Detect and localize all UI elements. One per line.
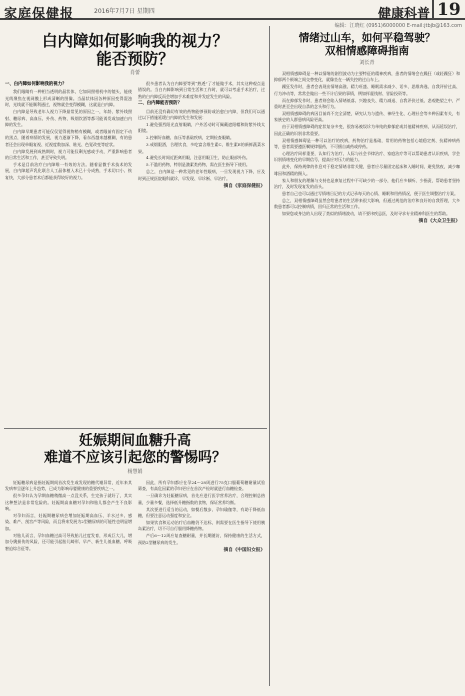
paragraph: 其次要进行适当的运动，如餐后散步、孕妇瑜伽等，有助于降低血糖，但要注意运动强度和安全。 [138, 506, 265, 519]
article-source: 摘自《中国妇女报》 [223, 548, 265, 554]
body-column-left [5, 480, 132, 690]
headline-line-2: 双相情感障碍指南 [325, 45, 409, 57]
page-number: 19 [432, 0, 461, 20]
article-source: 摘自《家庭保健报》 [223, 184, 265, 190]
paragraph: 双相情感障碍是一种以情绪的剧烈波动为主要特征的精神疾病，患者的情绪会在躁狂（或轻躁狂）和抑郁两个极端之间交替变化，就像坐在一辆失控的过山车上。 [274, 71, 460, 83]
paragraph: 4.避免长时间近距离用眼，注意用眼卫生，防止眼部外伤。 [146, 155, 250, 161]
article-bipolar-disorder [274, 32, 460, 690]
paragraph: 2.控制好血糖、血压等基础疾病，定期检查眼睛。 [146, 135, 234, 141]
paragraph: 患者自己也可以通过写情绪日记的方式记录每天的心情、睡眠和用药情况，便于医生调整治疗方案。 [282, 190, 458, 196]
paragraph: 很多患者认为白内障要等到“熟透”了才能做手术，其实这种观点是错误的。当白内障影响到日常生活和工作时，就可以考虑手术治疗，过熟的白内障反而会增加手术难度和并发症发生的风险。 [138, 81, 265, 99]
article-byline: 杨慧娟 [127, 469, 143, 475]
article-cataract [5, 32, 265, 425]
article-headline [5, 433, 265, 467]
article-byline: 刘长青 [359, 60, 375, 66]
paragraph: 如果饮食和运动治疗后血糖仍不达标，则需要在医生指导下使用胰岛素治疗，切不可自行服用降糖药物。 [138, 519, 265, 532]
paragraph: 对孕妇而言，妊娠期糖尿病会增加妊娠期高血压、羊水过多、感染、难产、剖宫产等风险，而且将来发展为2型糖尿病的可能性也明显增加。 [5, 513, 132, 531]
body-column-left [5, 81, 132, 425]
paragraph: 心理治疗同样重要，认知行为治疗、人际与社会节律治疗、家庭治疗等可以帮助患者认识疾病，学会识别情绪变化的早期信号，提高应对压力的能力。 [274, 150, 460, 163]
article-subheading: 一、白内障如何影响我的视力？ [5, 82, 67, 87]
paragraph: 5.不滥用药物，特别是激素类药物，需在医生指导下使用。 [146, 162, 250, 168]
paragraph: 3.戒烟限酒，合理饮食，多吃富含维生素C、维生素E的新鲜蔬菜水果。 [138, 142, 265, 154]
issue-date: 2016年7月7日 星期四 [94, 8, 155, 15]
paragraph: 总之，双相情感障碍虽然会给患者的生活带来很大影响，但通过规范的治疗和良好的自我管理，大多数患者都可以控制病情，回归正常的生活和工作。 [274, 197, 460, 210]
paragraph: 双相情感障碍的病因目前尚不完全清楚，研究认为与遗传、神经生化、心理社会等多种因素有关，有家族史的人群患病风险更高。 [274, 110, 460, 123]
paragraph: 而在抑郁发作时，患者则会陷入情绪低落、兴趣丧失、精力减退、自我评价过低、悲观绝望之中，严重时甚至会出现自杀的念头和行为。 [274, 97, 460, 110]
article-source: 摘自《大众卫生报》 [418, 219, 460, 225]
article-headline [5, 32, 265, 68]
body-column-right [138, 81, 265, 425]
article-byline: 肖蕾 [129, 70, 140, 76]
headline-line-1: 白内障如何影响我的视力？ [41, 32, 228, 50]
article-gestational-diabetes [5, 433, 265, 691]
paragraph: 一旦确诊为妊娠糖尿病，首先应进行医学营养治疗，合理控制总热量，少量多餐，选择低升糖指数的食物，保证营养均衡。 [138, 493, 265, 505]
headline-line-2: 能否预防？ [96, 49, 174, 68]
paragraph: 1.避免强烈阳光直射眼睛，户外活动时可佩戴遮阳帽和防紫外线太阳镜。 [138, 121, 265, 134]
paragraph: 总之，白内障是一种常见的老年性眼病，一旦发现视力下降，应及时到正规医院眼科就诊，早发现、早诊断、早治疗。 [138, 169, 265, 181]
paragraph: 手术是目前治疗白内障唯一有效的方法。随着显微手术技术的发展，白内障超声乳化联合人工晶体植入术已十分成熟，手术切口小、恢复快，大部分患者术后都能获得较好的视力。 [5, 161, 132, 180]
article-body [5, 480, 265, 690]
editor-line: 编辑：江晓红 (0951)6000000 E-mail:jtbjb@163.com [334, 23, 462, 29]
headline-line-1: 情绪过山车，如何平稳驾驶？ [298, 32, 436, 44]
article-body [5, 81, 265, 425]
body-column-right [138, 480, 265, 690]
article-divider [4, 428, 267, 429]
paragraph: 白内障早期患者可能仅仅觉得视物稍有模糊，或者眼前有固定不动的黑点，随着病情的发展，视力逐渐下降，看东西越来越模糊，有的患者还会出现单眼复视、近视度数加深、眩光、色觉改变等症状。 [5, 128, 132, 147]
paragraph: 如果您或身边的人出现了类似的情绪波动，请不要讳疾忌医，及时寻求专业精神科医生的帮助。 [282, 211, 450, 217]
column-divider [269, 26, 270, 686]
section-title: 健康科普 [378, 7, 431, 22]
paragraph: 由于双相情感障碍的症状复杂多变，很容易被误诊为单纯的抑郁症或其他精神疾病，从而延误治疗，因此正确的识别非常重要。 [274, 124, 460, 136]
paragraph: 白内障是导致老年人视力下降最常见的原因之一，年龄、紫外线照射、糖尿病、高血压、外伤、药物、吸烟饮酒等都可能诱发或加速白内障的发生。 [5, 109, 132, 127]
headline-line-1: 妊娠期间血糖升高 [79, 433, 191, 449]
paragraph: 白内障发展到成熟期时，视力可能仅剩光感或手动，严重影响患者的日常生活和工作，甚至导致失明。 [5, 148, 132, 160]
paragraph: 此外，保持规律的作息对于稳定情绪非常关键，患者应尽量固定起床和入睡时间，避免熬夜，减少咖啡因和酒精的摄入。 [274, 164, 460, 176]
paragraph: 躁狂发作时，患者会表现出情绪高涨、精力旺盛、睡眠需求减少、话多、思维奔逸、自我评价过高、行为冲动等，常常会做出一些不计后果的事情，例如挥霍钱财、冒险投资等。 [274, 84, 460, 96]
article-body [274, 71, 460, 686]
body-column-single [274, 71, 460, 686]
newspaper-brand: 家庭保健报 [4, 7, 75, 22]
paragraph: 很多孕妇认为孕期血糖稍微高一点没关系，生完孩子就好了，其实这种想法是非常危险的。妊娠期高血糖对孕妇和胎儿都会产生不良影响。 [5, 493, 132, 512]
article-subheading: 二、白内障能否预防？ [138, 101, 182, 107]
paragraph: 妊娠糖尿病是指妊娠期间首次发生或发现的糖代谢异常，近年来其发病率呈逐年上升趋势，已成为影响母婴健康的重要疾病之一。 [5, 480, 132, 492]
paragraph: 家人和朋友的理解与支持也是康复过程中不可缺少的一部分，他们应多倾听、少指责，帮助患者坚持治疗，及时发现复发的苗头。 [274, 177, 460, 189]
paragraph: 因此，所有孕妇都应在孕24～28周进行75克口服葡萄糖耐量试验筛查，有高危因素的孕妇更应在首次产检时就进行血糖检查。 [138, 480, 265, 492]
paragraph: 我们眼睛有一种相当透明的晶状体，它如同照相机中的镜头，能使光线聚焦在视网膜上形成清晰的图像。当晶状体因各种原因变得混浊时，光线就不能顺利通过，视物就会变得模糊，这就是白内障。 [5, 89, 132, 108]
masthead [0, 0, 465, 20]
paragraph: 目前还没有确切有效的药物能够预防或治愈白内障，但我们可以通过以下措施延缓白内障的发生和发展： [138, 108, 265, 121]
paragraph: 双相情感障碍是一种可以治疗的疾病，药物治疗是基础，常用的药物包括心境稳定剂、抗精神病药等，患者需要遵医嘱规律服药，不可擅自减药或停药。 [274, 137, 460, 149]
paragraph: 对胎儿而言，孕妇血糖过高可导致胎儿过度发育，形成巨大儿，增加分娩损伤的风险，还可能引起胎儿畸形、早产、新生儿低血糖、呼吸窘迫综合征等。 [5, 532, 132, 551]
article-headline [274, 32, 460, 58]
headline-line-2: 难道不应该引起您的警惕吗？ [44, 450, 226, 466]
paragraph: 产后6～12周应复查糖耐量，并长期随访，保持健康的生活方式，预防2型糖尿病的发生。 [138, 533, 265, 545]
